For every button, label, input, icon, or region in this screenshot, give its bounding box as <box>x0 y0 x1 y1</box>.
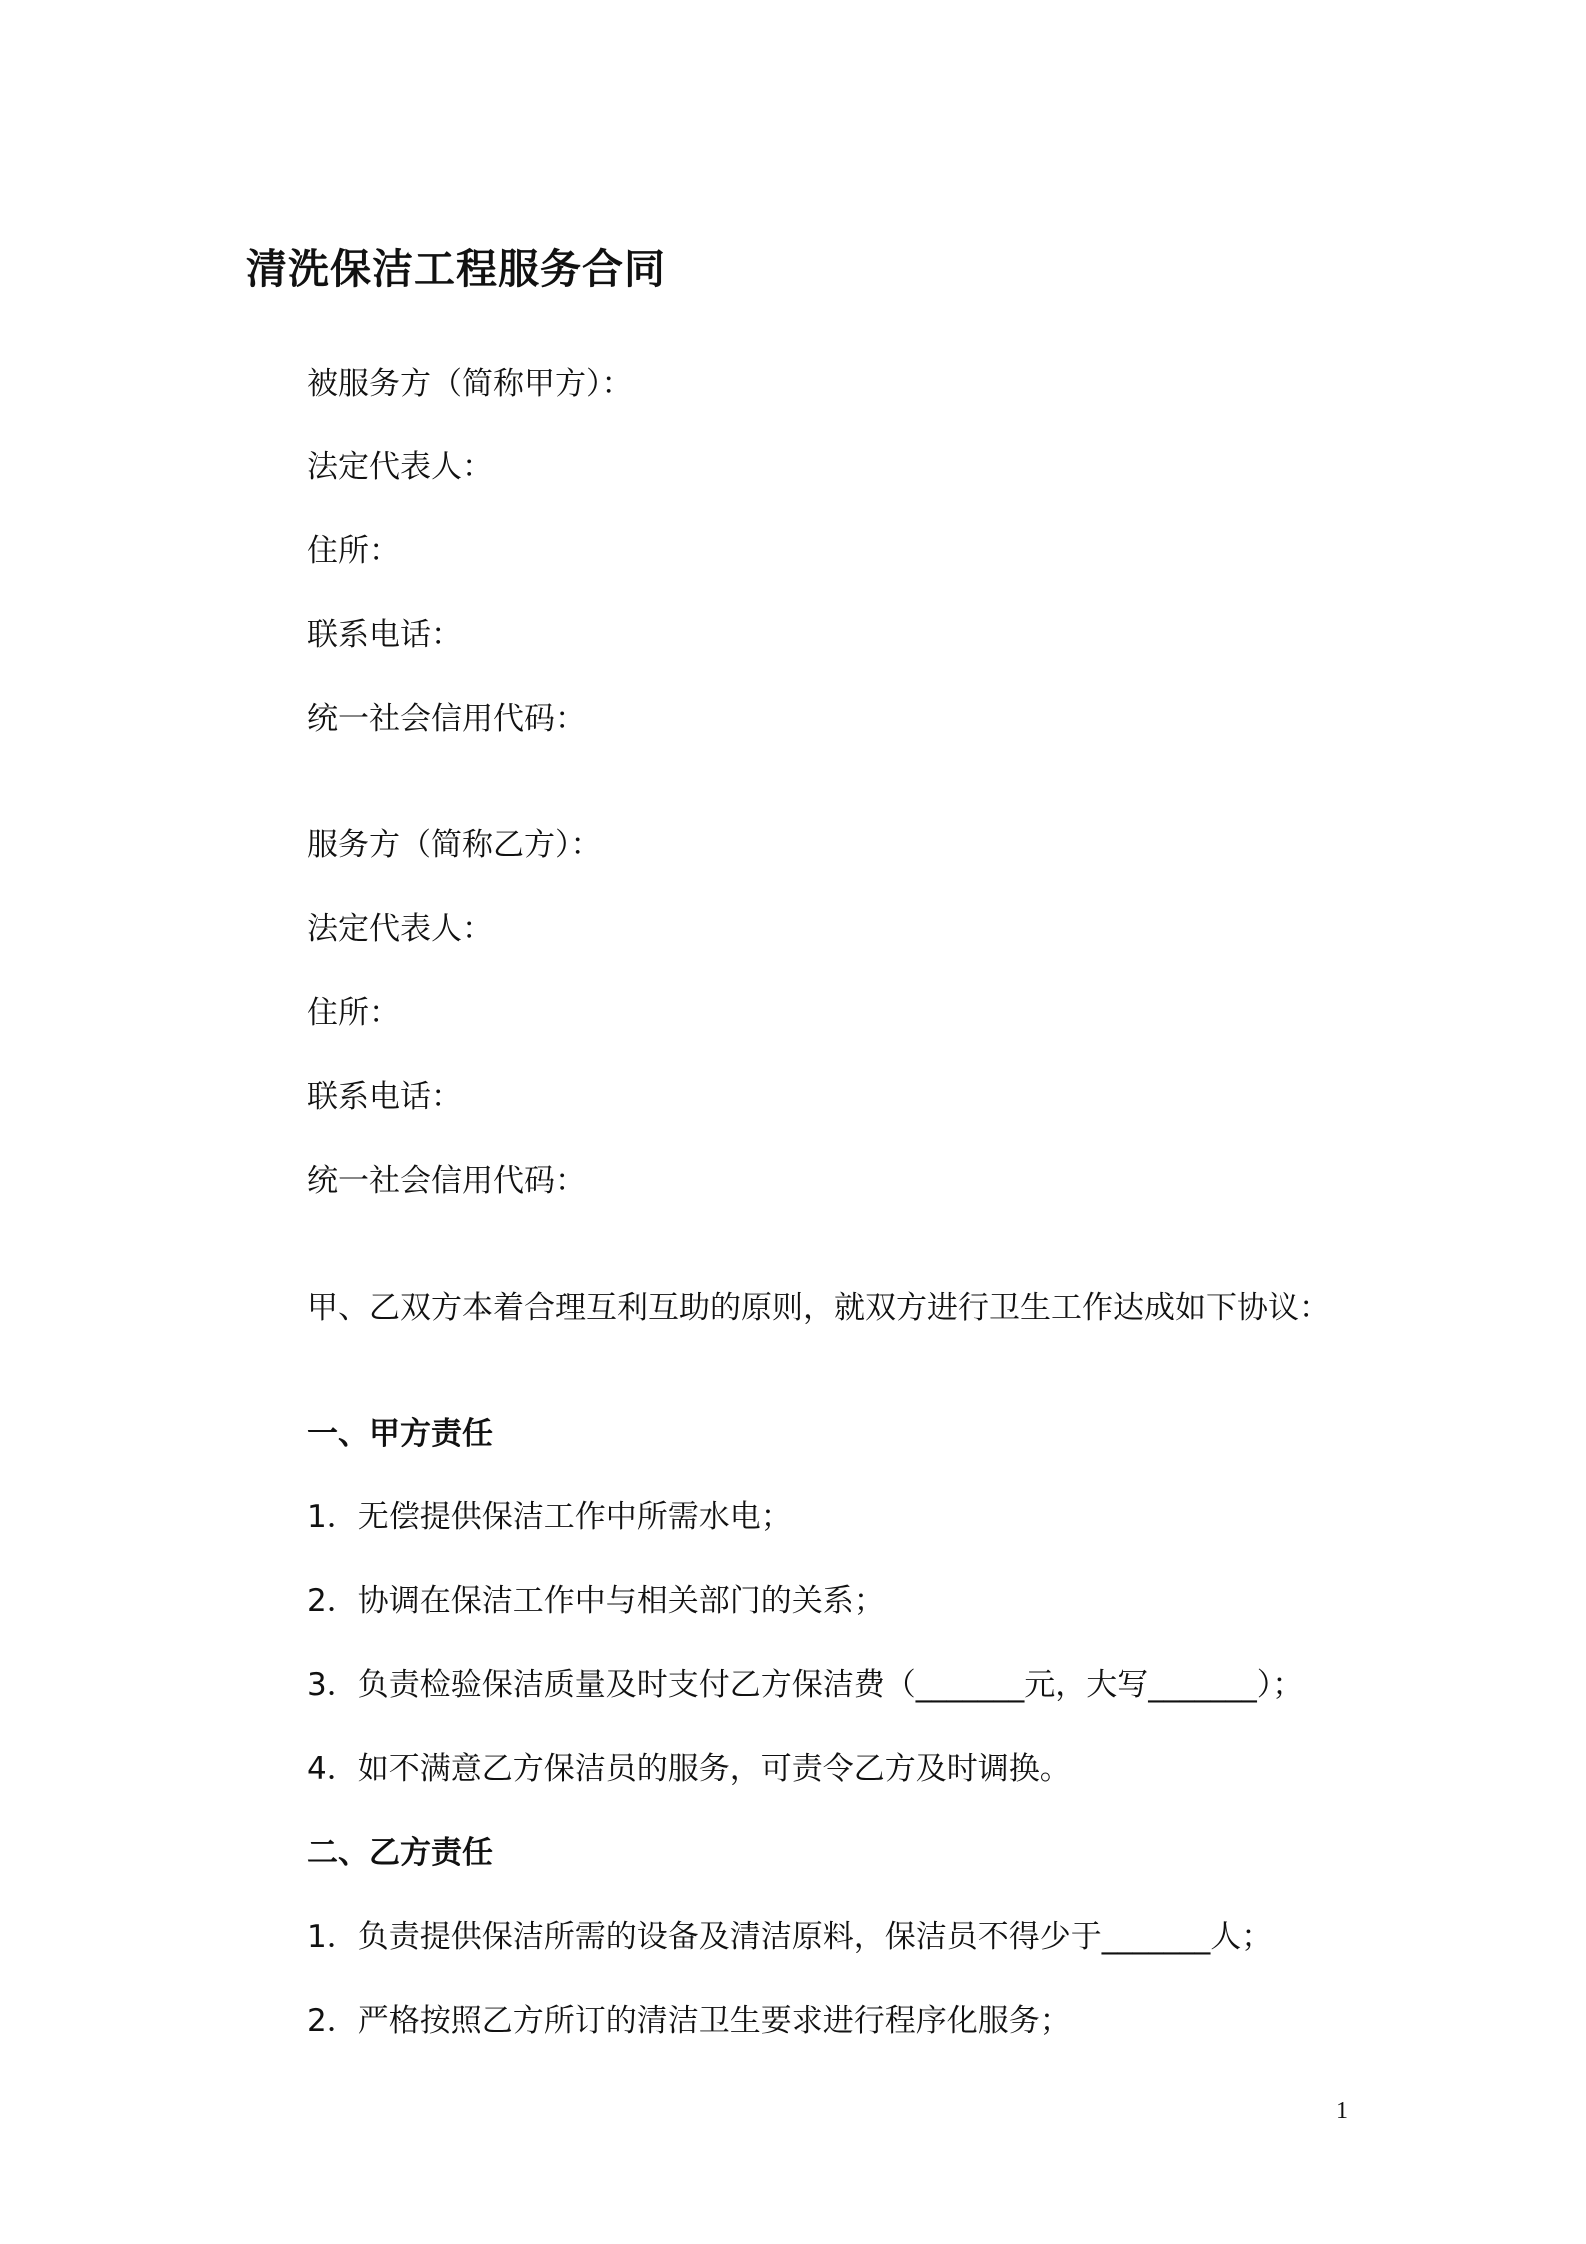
party-a-credit-code-label: 统一社会信用代码： <box>307 701 586 737</box>
party-a-duty-item: 3．负责检验保洁质量及时支付乙方保洁费（_______元，大写_______）； <box>307 1667 1304 1703</box>
party-b-address-label: 住所： <box>307 995 400 1031</box>
section-heading-party-b-duties: 二、乙方责任 <box>307 1835 493 1871</box>
party-b-representative-label: 法定代表人： <box>307 911 493 947</box>
section-heading-party-a-duties: 一、甲方责任 <box>307 1416 493 1452</box>
party-b-credit-code-label: 统一社会信用代码： <box>307 1163 586 1199</box>
party-b-phone-label: 联系电话： <box>307 1079 462 1115</box>
party-a-phone-label: 联系电话： <box>307 617 462 653</box>
page-number: 1 <box>1336 2098 1348 2124</box>
party-a-duty-item: 1．无偿提供保洁工作中所需水电； <box>307 1499 792 1535</box>
document-title: 清洗保洁工程服务合同 <box>246 245 666 293</box>
party-a-representative-label: 法定代表人： <box>307 449 493 485</box>
agreement-preamble: 甲、乙双方本着合理互利互助的原则，就双方进行卫生工作达成如下协议： <box>307 1290 1330 1326</box>
party-a-duty-item: 2．协调在保洁工作中与相关部门的关系； <box>307 1583 885 1619</box>
party-a-name-label: 被服务方（简称甲方）： <box>307 366 633 402</box>
party-a-duty-item: 4．如不满意乙方保洁员的服务，可责令乙方及时调换。 <box>307 1751 1071 1787</box>
party-b-duty-item: 1．负责提供保洁所需的设备及清洁原料，保洁员不得少于_______人； <box>307 1919 1273 1955</box>
party-b-name-label: 服务方（简称乙方）： <box>307 827 602 863</box>
party-a-address-label: 住所： <box>307 533 400 569</box>
party-b-duty-item: 2．严格按照乙方所订的清洁卫生要求进行程序化服务； <box>307 2003 1071 2039</box>
